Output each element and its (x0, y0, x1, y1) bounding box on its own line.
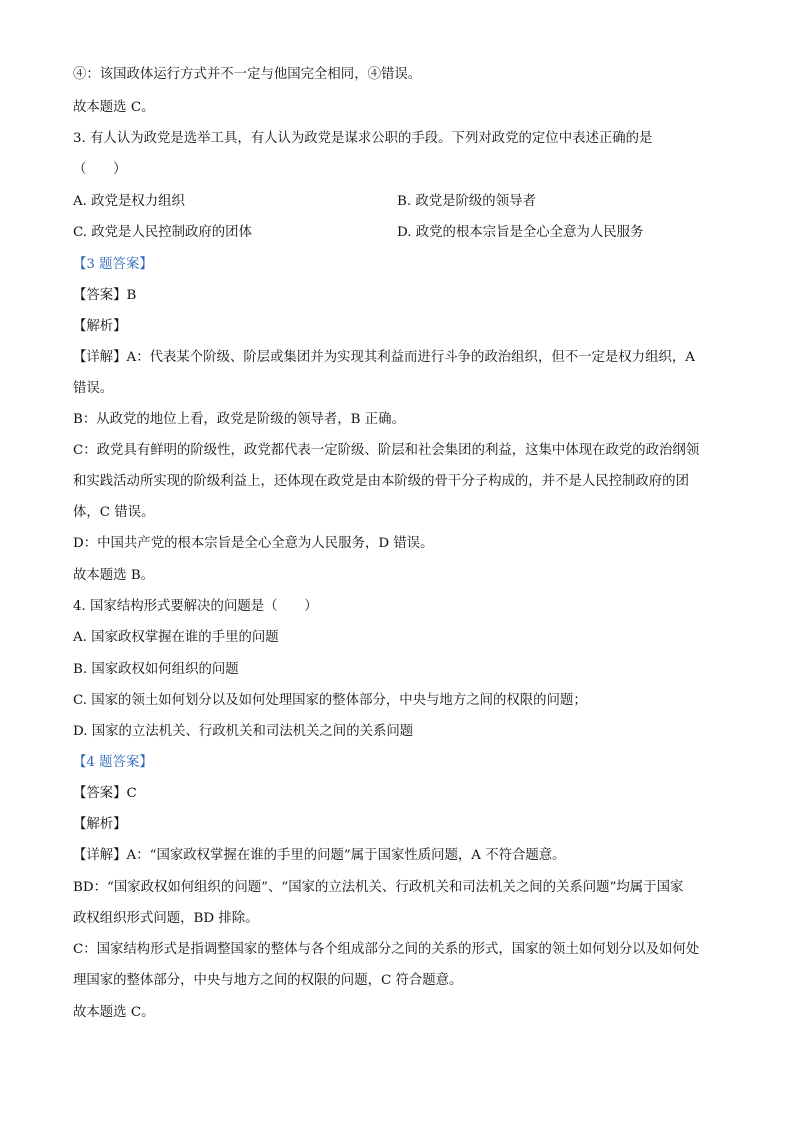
intro-conclusion: 故本题选 C。 (73, 100, 155, 115)
q4-conclusion: 故本题选 C。 (73, 1005, 155, 1020)
q4-option-b: B. 国家政权如何组织的问题 (73, 662, 239, 677)
intro-line-4: ④：该国政体运行方式并不一定与他国完全相同，④错误。 (73, 67, 422, 82)
q4-stem: 4. 国家结构形式要解决的问题是（ ） (73, 599, 318, 614)
q3-detail-c-line-3: 体，C 错误。 (73, 505, 155, 520)
q3-detail-a-line-2: 错误。 (73, 381, 114, 396)
q3-option-b: B. 政党是阶级的领导者 (397, 194, 536, 209)
q4-detail-bd-line-2: 政权组织形式问题，BD 排除。 (73, 911, 259, 926)
q3-detail-b: B：从政党的地位上看，政党是阶级的领导者，B 正确。 (73, 412, 405, 427)
q3-stem-line-2: （ ） (73, 162, 127, 177)
q4-option-c: C. 国家的领土如何划分以及如何处理国家的整体部分，中央与地方之间的权限的问题； (73, 693, 587, 708)
q3-answer-header: 【3 题答案】 (73, 257, 153, 272)
q3-detail-d: D：中国共产党的根本宗旨是全心全意为人民服务，D 错误。 (73, 536, 434, 551)
q4-option-d: D. 国家的立法机关、行政机关和司法机关之间的关系问题 (73, 724, 414, 739)
q4-answer: 【答案】C (73, 786, 137, 801)
q3-option-a: A. 政党是权力组织 (73, 194, 185, 209)
q4-option-a: A. 国家政权掌握在谁的手里的问题 (73, 630, 279, 645)
q3-detail-c-line-1: C：政党具有鲜明的阶级性，政党都代表一定阶级、阶层和社会集团的利益，这集中体现在政党的政治纲领 (73, 443, 700, 458)
q3-stem-line-1: 3. 有人认为政党是选举工具，有人认为政党是谋求公职的手段。下列对政党的定位中表述正确的是 (73, 131, 653, 146)
q4-detail-bd-line-1: BD：“国家政权如何组织的问题”、“国家的立法机关、行政机关和司法机关之间的关系问题”均属于国家 (73, 880, 684, 895)
q4-answer-header: 【4 题答案】 (73, 755, 153, 770)
q3-detail-c-line-2: 和实践活动所实现的阶级利益上，还体现在政党是由本阶级的骨干分子构成的，并不是人民控制政府的团 (73, 474, 689, 489)
q3-option-c: C. 政党是人民控制政府的团体 (73, 225, 252, 240)
q3-option-d: D. 政党的根本宗旨是全心全意为人民服务 (397, 225, 644, 240)
q3-conclusion: 故本题选 B。 (73, 568, 155, 583)
q3-answer: 【答案】B (73, 288, 137, 303)
q4-detail-c-line-2: 理国家的整体部分，中央与地方之间的权限的问题，C 符合题意。 (73, 973, 463, 988)
q3-detail-a-line-1: 【详解】A：代表某个阶级、阶层或集团并为实现其利益而进行斗争的政治组织，但不一定是权力组织，A (73, 350, 695, 365)
q4-detail-a: 【详解】A：“国家政权掌握在谁的手里的问题”属于国家性质问题，A 不符合题意。 (73, 848, 566, 863)
q3-analysis-header: 【解析】 (73, 319, 127, 334)
q4-analysis-header: 【解析】 (73, 817, 127, 832)
q4-detail-c-line-1: C：国家结构形式是指调整国家的整体与各个组成部分之间的关系的形式，国家的领土如何划分以及如何处 (73, 942, 700, 957)
